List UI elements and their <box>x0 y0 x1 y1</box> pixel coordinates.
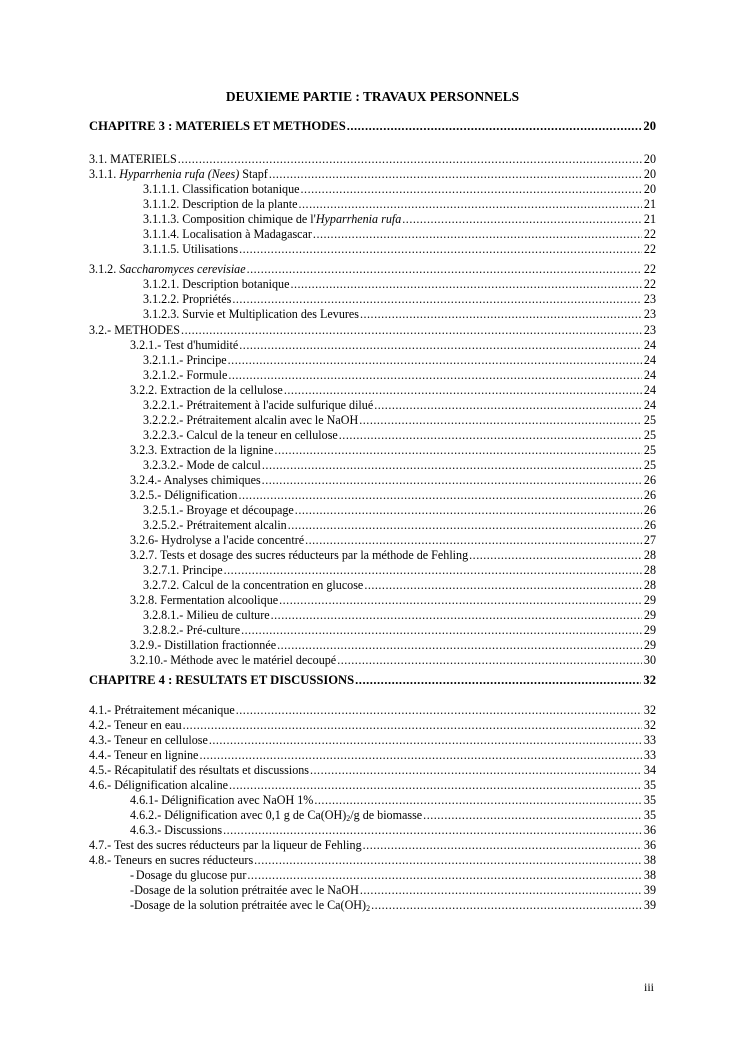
toc-entry-label: 4.2.- Teneur en eau <box>89 718 182 732</box>
toc-entry-label: 3.1.1.3. Composition chimique de l'Hyparrhenia rufa <box>143 212 402 226</box>
toc-entry-label: 3.2.4.- Analyses chimiques <box>130 473 261 487</box>
toc-entry-page: 23 <box>643 307 656 321</box>
dot-leader <box>254 853 642 868</box>
toc-entry-page: 29 <box>643 593 656 607</box>
toc-entry-label: 3.1.1.4. Localisation à Madagascar <box>143 227 312 241</box>
dot-leader <box>183 718 642 733</box>
dot-leader <box>469 548 642 563</box>
toc-entry-label: 4.1.- Prétraitement mécanique <box>89 703 235 717</box>
toc-entry-page: 33 <box>643 748 656 762</box>
dot-leader <box>299 197 642 212</box>
dot-leader <box>290 277 641 292</box>
toc-entry-page: 35 <box>643 793 656 807</box>
toc-entry-label: 3.2.8.1.- Milieu de culture <box>143 608 270 622</box>
toc-entry-label: 3.2.8. Fermentation alcoolique <box>130 593 279 607</box>
toc-entry-page: 20 <box>643 152 656 166</box>
toc-entry-page: 20 <box>643 182 656 196</box>
dot-leader <box>274 443 641 458</box>
toc-entry-page: 25 <box>643 443 656 457</box>
toc-entry <box>143 608 656 623</box>
toc-entry-page: 26 <box>643 473 656 487</box>
dot-leader <box>228 353 642 368</box>
toc-entry <box>89 838 656 853</box>
dot-leader <box>402 212 642 227</box>
dot-leader <box>310 763 642 778</box>
dot-leader <box>359 413 642 428</box>
toc-entry-label: 3.1.1.1. Classification botanique <box>143 182 300 196</box>
toc-entry-page: 27 <box>643 533 656 547</box>
toc-entry <box>143 212 656 227</box>
toc-entry-page: 20 <box>643 167 656 181</box>
toc-entry <box>89 748 656 763</box>
toc-entry <box>130 443 656 458</box>
toc-entry <box>89 718 656 733</box>
toc-entry-label: 3.1.2.2. Propriétés <box>143 292 232 306</box>
toc-entry-label: 4.8.- Teneurs en sucres réducteurs <box>89 853 254 867</box>
toc-entry-label: 3.2.7.2. Calcul de la concentration en glucose <box>143 578 364 592</box>
toc-entry <box>130 898 656 913</box>
dot-leader <box>374 398 642 413</box>
toc-entry <box>143 292 656 307</box>
toc-entry-page: 39 <box>643 883 656 897</box>
dot-leader <box>239 338 642 353</box>
toc-entry-page: 36 <box>643 838 656 852</box>
dot-leader <box>363 838 642 853</box>
toc-entry-label: 3.2.3.2.- Mode de calcul <box>143 458 261 472</box>
dot-leader <box>262 473 642 488</box>
toc-entry-page: 25 <box>643 413 656 427</box>
toc-entry-label: 3.2.9.- Distillation fractionnée <box>130 638 277 652</box>
toc-entry-label: Dosage de la solution prétraitée avec le $Ca(OH)_2$ <box>134 898 371 913</box>
toc-entry <box>143 413 656 428</box>
toc-entry <box>143 398 656 413</box>
dot-leader <box>238 488 641 503</box>
toc-entry-label: 4.3.- Teneur en cellulose <box>89 733 208 747</box>
toc-entry-label: 3.2.2.1.- Prétraitement à l'acide sulfurique dilué <box>143 398 374 412</box>
toc-entry-page: 22 <box>643 262 656 276</box>
toc-entry <box>143 197 656 212</box>
toc-entry-label: 4.6.2.- Délignification avec 0,1 g de $Ca(OH)_2/g$ de biomasse <box>130 808 423 823</box>
dot-leader <box>339 428 642 443</box>
toc-entry <box>130 823 656 838</box>
toc-entry-label: 3.1.2. Saccharomyces cerevisiae <box>89 262 246 276</box>
dot-leader <box>178 152 642 167</box>
page-number-footer: iii <box>643 980 654 994</box>
toc-entry-page: 26 <box>643 488 656 502</box>
toc-entry <box>143 428 656 443</box>
toc-entry-page: 21 <box>643 212 656 226</box>
toc-entry-page: 32 <box>643 673 656 687</box>
toc-entry <box>130 338 656 353</box>
toc-entry <box>89 673 656 688</box>
dot-leader <box>313 227 642 242</box>
toc-entry-label: 3.2.2.2.- Prétraitement alcalin avec le NaOH <box>143 413 359 427</box>
toc-entry-page: 24 <box>643 398 656 412</box>
dot-leader <box>224 563 642 578</box>
dot-leader <box>301 182 642 197</box>
toc-entry-label: 3.2.6- Hydrolyse a l'acide concentré <box>130 533 305 547</box>
toc-entry-label: 3.1.2.1. Description botanique <box>143 277 290 291</box>
toc-entry <box>143 227 656 242</box>
toc-entry-page: 22 <box>643 242 656 256</box>
toc-entry <box>143 503 656 518</box>
toc-entry-label: 3.1.1.2. Description de la plante <box>143 197 298 211</box>
dot-leader <box>305 533 642 548</box>
toc-entry-page: 21 <box>643 197 656 211</box>
dot-leader <box>223 823 642 838</box>
toc-entry-page: 28 <box>643 578 656 592</box>
toc-entry <box>89 778 656 793</box>
toc-entry-label: 3.2.3. Extraction de la lignine <box>130 443 274 457</box>
toc-entry-label: 3.1.1.5. Utilisations <box>143 242 239 256</box>
toc-entry <box>143 578 656 593</box>
toc-entry-label: 3.2.5.- Délignification <box>130 488 238 502</box>
toc-entry-page: 29 <box>643 608 656 622</box>
toc-entry <box>130 808 656 823</box>
dot-leader <box>279 593 642 608</box>
toc-entry-page: 36 <box>643 823 656 837</box>
toc-entry-label: 4.7.- Test des sucres réducteurs par la liqueur de Fehling <box>89 838 362 852</box>
toc-entry <box>89 152 656 167</box>
list-dash: - <box>130 883 135 897</box>
toc-entry-label: 3.2.2. Extraction de la cellulose <box>130 383 283 397</box>
dot-leader <box>314 793 642 808</box>
toc-entry-label: 3.2.7. Tests et dosage des sucres réducteurs par la méthode de Fehling <box>130 548 469 562</box>
toc-entry-page: 26 <box>643 503 656 517</box>
toc-entry-page: 24 <box>643 338 656 352</box>
toc-entry <box>89 323 656 338</box>
dot-leader <box>247 868 642 883</box>
dot-leader <box>423 808 642 823</box>
toc-entry-page: 24 <box>643 383 656 397</box>
toc-entry-label: 4.4.- Teneur en lignine <box>89 748 199 762</box>
toc-entry <box>143 277 656 292</box>
toc-entry <box>143 368 656 383</box>
dot-leader <box>271 608 642 623</box>
toc-entry-page: 30 <box>643 653 656 667</box>
toc-entry-label: 3.2.1.2.- Formule <box>143 368 228 382</box>
toc-entry <box>89 733 656 748</box>
dot-leader <box>239 242 642 257</box>
toc-entry <box>143 307 656 322</box>
toc-entry <box>130 883 656 898</box>
toc-entry-page: 25 <box>643 458 656 472</box>
dot-leader <box>199 748 641 763</box>
toc-entry-page: 23 <box>643 292 656 306</box>
toc-entry <box>143 518 656 533</box>
toc-entry <box>130 548 656 563</box>
dot-leader <box>262 458 642 473</box>
toc-entry-label: 3.1. MATERIELS <box>89 152 177 166</box>
toc-entry-page: 32 <box>643 718 656 732</box>
toc-entry-label: 4.6.1- Délignification avec NaOH 1% <box>130 793 314 807</box>
toc-entry-page: 23 <box>643 323 656 337</box>
toc-entry <box>130 653 656 668</box>
dot-leader <box>364 578 642 593</box>
toc-entry <box>130 488 656 503</box>
dot-leader <box>360 307 642 322</box>
toc-entry <box>130 593 656 608</box>
dot-leader <box>269 167 642 182</box>
toc-entry-label: 3.1.1. Hyparrhenia rufa (Nees) Stapf <box>89 167 268 181</box>
toc-entry-page: 20 <box>643 119 656 133</box>
toc-entry <box>143 563 656 578</box>
toc-entry <box>143 353 656 368</box>
toc-entry <box>130 383 656 398</box>
toc-entry <box>89 262 656 277</box>
toc-entry-page: 39 <box>643 898 656 912</box>
dot-leader <box>295 503 642 518</box>
dot-leader <box>229 778 642 793</box>
dot-leader <box>209 733 642 748</box>
toc-entry-label: CHAPITRE 3 : MATERIELS ET METHODES <box>89 119 346 133</box>
toc-entry-page: 38 <box>643 853 656 867</box>
toc-entry-label: 3.1.2.3. Survie et Multiplication des Levures <box>143 307 359 321</box>
toc-entry-page: 28 <box>643 563 656 577</box>
dot-leader <box>236 703 642 718</box>
dot-leader <box>360 883 642 898</box>
dot-leader <box>181 323 642 338</box>
toc-entry-label: 4.6.3.- Discussions <box>130 823 223 837</box>
dot-leader <box>371 898 642 913</box>
toc-entry <box>89 119 656 134</box>
dot-leader <box>355 673 641 688</box>
toc-entry-page: 24 <box>643 353 656 367</box>
dot-leader <box>277 638 642 653</box>
toc-entry <box>143 458 656 473</box>
toc-entry-page: 25 <box>643 428 656 442</box>
toc-entry-page: 38 <box>643 868 656 882</box>
toc-entry-label: 4.6.- Délignification alcaline <box>89 778 229 792</box>
toc-entry-label: CHAPITRE 4 : RESULTATS ET DISCUSSIONS <box>89 673 355 687</box>
toc-entry-label: 3.2.8.2.- Pré-culture <box>143 623 241 637</box>
toc-entry <box>89 167 656 182</box>
list-dash: - <box>130 898 135 912</box>
dot-leader <box>232 292 642 307</box>
toc-entry-label: Dosage du glucose pur <box>135 868 247 882</box>
toc-entry-label: 3.2.5.1.- Broyage et découpage <box>143 503 294 517</box>
toc-entry-page: 24 <box>643 368 656 382</box>
toc-entry-label: 3.2.2.3.- Calcul de la teneur en cellulose <box>143 428 338 442</box>
dot-leader <box>241 623 642 638</box>
dot-leader <box>284 383 642 398</box>
toc-entry-page: 29 <box>643 638 656 652</box>
toc-entry <box>89 763 656 778</box>
toc-entry <box>89 703 656 718</box>
toc-entry-page: 26 <box>643 518 656 532</box>
toc-entry <box>130 533 656 548</box>
toc-entry-label: 3.2.- METHODES <box>89 323 181 337</box>
toc-entry-page: 33 <box>643 733 656 747</box>
toc-entry-label: 3.2.1.- Test d'humidité <box>130 338 239 352</box>
toc-entry-page: 29 <box>643 623 656 637</box>
toc-entry-page: 22 <box>643 277 656 291</box>
toc-entry-label: 3.2.10.- Méthode avec le matériel decoupé <box>130 653 337 667</box>
toc-entry <box>130 868 656 883</box>
toc-entry <box>130 793 656 808</box>
toc-entry <box>130 638 656 653</box>
toc-entry-label: 3.2.1.1.- Principe <box>143 353 227 367</box>
toc-entry <box>89 853 656 868</box>
page-title: DEUXIEME PARTIE : TRAVAUX PERSONNELS <box>225 89 520 104</box>
toc-entry <box>130 473 656 488</box>
list-dash: - <box>130 868 135 882</box>
toc-entry <box>143 623 656 638</box>
dot-leader <box>347 119 642 134</box>
dot-leader <box>228 368 642 383</box>
toc-entry-page: 32 <box>643 703 656 717</box>
toc-entry-page: 22 <box>643 227 656 241</box>
toc-entry-page: 35 <box>643 778 656 792</box>
toc-entry-label: 3.2.7.1. Principe <box>143 563 223 577</box>
toc-entry-page: 34 <box>643 763 656 777</box>
toc-entry <box>143 182 656 197</box>
toc-entry-page: 28 <box>643 548 656 562</box>
dot-leader <box>288 518 642 533</box>
toc-entry-page: 35 <box>643 808 656 822</box>
dot-leader <box>247 262 642 277</box>
toc-entry <box>143 242 656 257</box>
toc-entry-label: 3.2.5.2.- Prétraitement alcalin <box>143 518 287 532</box>
toc-entry-label: Dosage de la solution prétraitée avec le NaOH <box>134 883 359 897</box>
dot-leader <box>337 653 642 668</box>
toc-entry-label: 4.5.- Récapitulatif des résultats et discussions <box>89 763 309 777</box>
